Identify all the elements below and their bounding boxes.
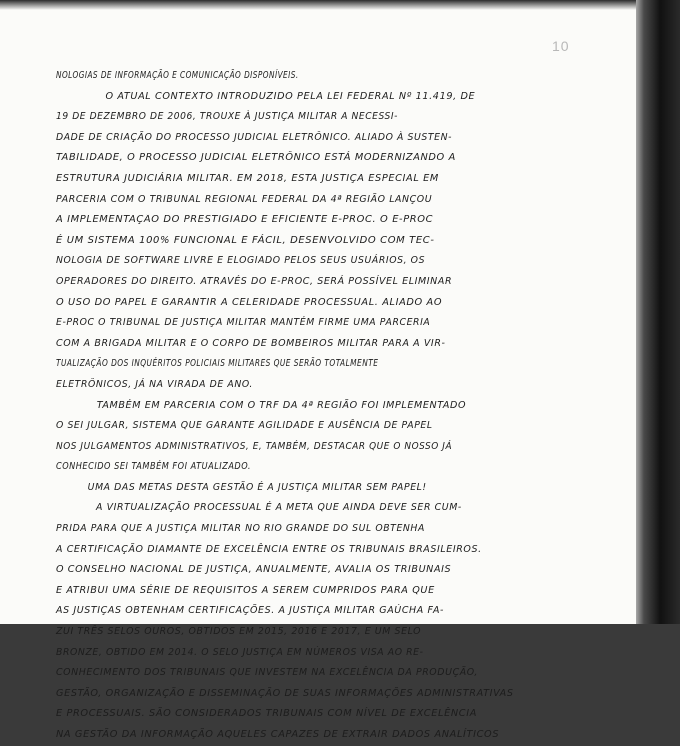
- text-line: E ATRIBUI UMA SÉRIE DE REQUISITOS A SEREM CUMPRIDOS PARA QUE: [56, 584, 435, 596]
- notebook-binding-edge: [636, 0, 680, 624]
- text-line: AS JUSTIÇAS OBTENHAM CERTIFICAÇÕES. A JUSTIÇA MILITAR GAÚCHA FA-: [56, 605, 445, 617]
- text-line: UMA DAS METAS DESTA GESTÃO É A JUSTIÇA MILITAR SEM PAPEL!: [87, 481, 427, 493]
- text-line: TUALIZAÇÃO DOS INQUÉRITOS POLICIAIS MILITARES QUE SERÃO TOTALMENTE: [56, 358, 379, 370]
- text-line: DADE DE CRIAÇÃO DO PROCESSO JUDICIAL ELETRÔNICO. ALIADO À SUSTEN-: [56, 131, 453, 143]
- text-line: O SEI JULGAR, SISTEMA QUE GARANTE AGILIDADE E AUSÊNCIA DE PAPEL: [56, 420, 433, 432]
- text-line: TABILIDADE, O PROCESSO JUDICIAL ELETRÔNICO ESTÁ MODERNIZANDO A: [56, 152, 456, 164]
- text-line: NOS JULGAMENTOS ADMINISTRATIVOS, E, TAMBÉM, DESTACAR QUE O NOSSO JÁ: [56, 440, 453, 452]
- text-line: A IMPLEMENTAÇÃO DO PRESTIGIADO E EFICIENTE E-PROC. O E-PROC: [56, 214, 434, 226]
- text-line: PARCERIA COM O TRIBUNAL REGIONAL FEDERAL DA 4ª REGIÃO LANÇOU: [56, 193, 433, 205]
- handwritten-text: [56, 66, 622, 746]
- text-line: CONHECIMENTO DOS TRIBUNAIS QUE INVESTEM NA EXCELÊNCIA DA PRODUÇÃO,: [56, 667, 478, 679]
- text-line: OPERADORES DO DIREITO. ATRAVÉS DO E-PROC, SERÁ POSSÍVEL ELIMINAR: [56, 275, 453, 287]
- text-line: ELETRÔNICOS, JÁ NA VIRADA DE ANO.: [56, 378, 253, 390]
- text-line: CONHECIDO SEI TAMBÉM FOI ATUALIZADO.: [56, 461, 251, 473]
- text-line: PRIDA PARA QUE A JUSTIÇA MILITAR NO RIO GRANDE DO SUL OBTENHA: [56, 523, 425, 535]
- text-line: O CONSELHO NACIONAL DE JUSTIÇA, ANUALMENTE, AVALIA OS TRIBUNAIS: [56, 564, 452, 576]
- text-line: A VIRTUALIZAÇÃO PROCESSUAL É A META QUE AINDA DEVE SER CUM-: [96, 502, 462, 514]
- text-line: O ATUAL CONTEXTO INTRODUZIDO PELA LEI FEDERAL Nº 11.419, DE: [105, 90, 476, 102]
- text-line: ZUI TRÊS SELOS OUROS, OBTIDOS EM 2015, 2016 E 2017, E UM SELO: [56, 626, 422, 638]
- text-line: NA GESTÃO DA INFORMAÇÃO AQUELES CAPAZES DE EXTRAIR DADOS ANALÍTICOS: [56, 729, 500, 740]
- text-line: NOLOGIAS DE INFORMAÇÃO E COMUNICAÇÃO DISPONÍVEIS.: [56, 70, 299, 81]
- text-line: O USO DO PAPEL E GARANTIR A CELERIDADE PROCESSUAL. ALIADO AO: [56, 296, 443, 308]
- text-line: 19 DE DEZEMBRO DE 2006, TROUXE À JUSTIÇA MILITAR A NECESSI-: [56, 111, 399, 123]
- text-line: TAMBÉM EM PARCERIA COM O TRF DA 4ª REGIÃO FOI IMPLEMENTADO: [96, 399, 467, 411]
- text-line: BRONZE, OBTIDO EM 2014. O SELO JUSTIÇA EM NÚMEROS VISA AO RE-: [56, 646, 424, 658]
- text-line: GESTÃO, ORGANIZAÇÃO E DISSEMINAÇÃO DE SUAS INFORMAÇÕES ADMINISTRATIVAS: [56, 687, 514, 699]
- text-line: NOLOGIA DE SOFTWARE LIVRE E ELOGIADO PELOS SEUS USUÁRIOS, OS: [56, 255, 426, 267]
- text-line: É UM SISTEMA 100% FUNCIONAL E FÁCIL, DESENVOLVIDO COM TEC-: [56, 234, 435, 246]
- page-top-shadow: [0, 0, 636, 10]
- page-number: 10: [552, 38, 570, 54]
- text-line: E-PROC O TRIBUNAL DE JUSTIÇA MILITAR MANTÉM FIRME UMA PARCERIA: [56, 317, 431, 329]
- text-line: E PROCESSUAIS. SÃO CONSIDERADOS TRIBUNAIS COM NÍVEL DE EXCELÊNCIA: [56, 708, 478, 720]
- text-line: COM A BRIGADA MILITAR E O CORPO DE BOMBEIROS MILITAR PARA A VIR-: [56, 337, 446, 349]
- text-line: A CERTIFICAÇÃO DIAMANTE DE EXCELÊNCIA ENTRE OS TRIBUNAIS BRASILEIROS.: [56, 543, 482, 555]
- text-line: ESTRUTURA JUDICIÁRIA MILITAR. EM 2018, ESTA JUSTIÇA ESPECIAL EM: [56, 172, 439, 184]
